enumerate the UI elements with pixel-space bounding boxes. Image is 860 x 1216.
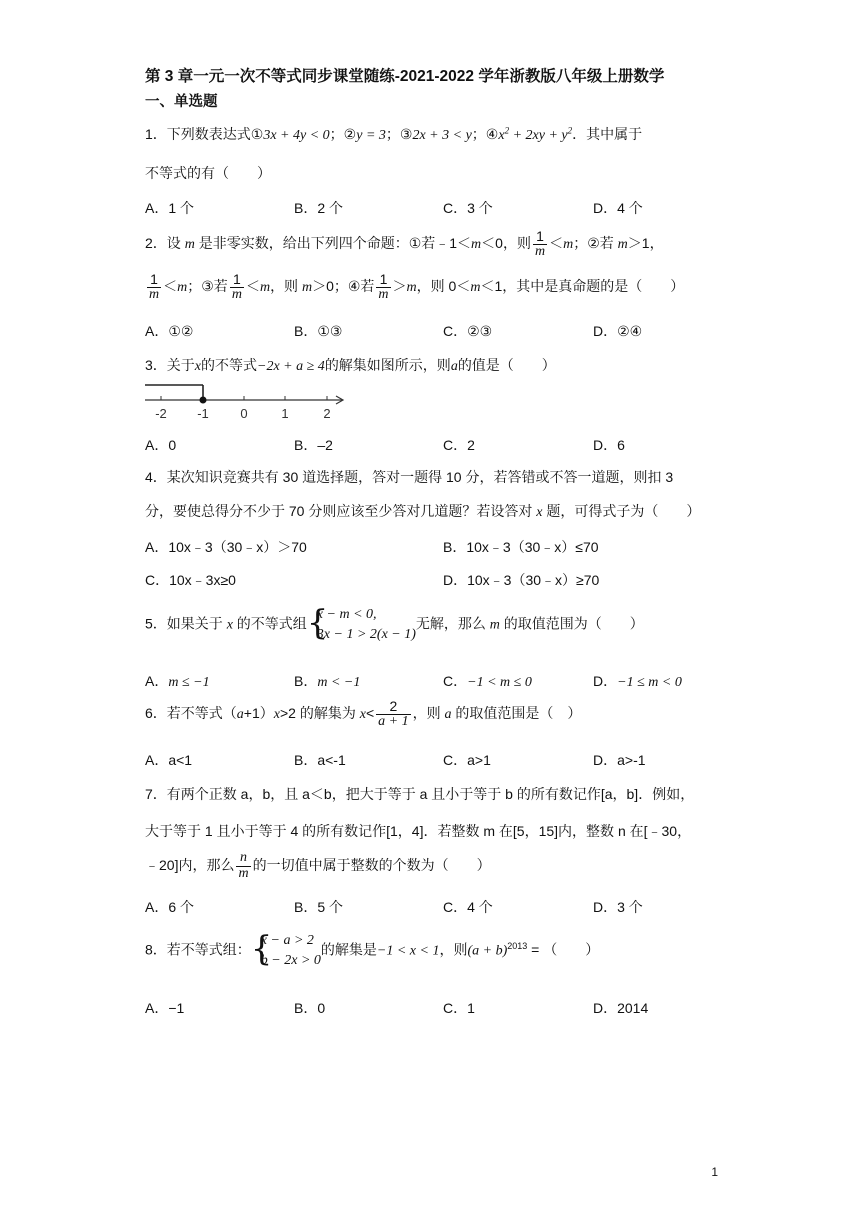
question-1-line-2: 不等式的有（ ） xyxy=(145,165,271,181)
q6-option-d: D．a>-1 xyxy=(593,752,646,768)
q2-fraction-1: $\frac{1}{m}$ xyxy=(534,228,546,259)
q1-sep-3: ；③ xyxy=(385,126,413,142)
q4-option-d: D．10x﹣3（30﹣x）≥70 xyxy=(443,572,600,588)
q5-option-b: B．m < −1 xyxy=(294,673,361,690)
q1-expr-2: y = 3 xyxy=(356,128,386,143)
q1-expr-1: 3x + 4y < 0 xyxy=(263,128,330,143)
q2-fraction-2: $\frac{1}{m}$ xyxy=(149,271,160,302)
q1-expr-3: 2x + 3 < y xyxy=(412,128,472,143)
q1-option-b: B．2 个 xyxy=(294,200,344,216)
q8-option-b: B．0 xyxy=(294,1000,326,1016)
q6-option-b: B．a<-1 xyxy=(294,752,346,768)
q1-expr-4: $x^2 + 2xy + y^2$ xyxy=(498,125,573,143)
q2-option-d: D．②④ xyxy=(593,323,643,339)
tick-label: -2 xyxy=(155,406,167,421)
question-6-stem: 6．若不等式（a+1）x>2 的解集为 x< $\frac{2}{a + 1}$ ，则 a 的取值范围是（ ） xyxy=(145,698,582,729)
q3-option-a: A．0 xyxy=(145,437,177,453)
q7-option-c: C．4 个 xyxy=(443,899,493,915)
solid-endpoint-dot xyxy=(200,397,207,404)
q8-option-c: C．1 xyxy=(443,1000,475,1016)
q5-inequality-system: { x − m < 0, 3x − 1 > 2(x − 1) xyxy=(306,603,416,643)
q6-option-c: C．a>1 xyxy=(443,752,491,768)
q6-option-a: A．a<1 xyxy=(145,752,193,768)
section-heading: 一、单选题 xyxy=(145,94,218,110)
question-1-line-1 xyxy=(145,124,642,144)
q2-option-b: B．①③ xyxy=(294,323,343,339)
question-4-line-2: 分，要使总得分不少于 70 分则应该至少答对几道题？若设答对 x 题，可得式子为（ ） xyxy=(145,503,701,520)
q5-option-a: A．m ≤ −1 xyxy=(145,673,210,690)
q8-inequality-system: { x − a > 2 b − 2x > 0 xyxy=(250,929,321,969)
tick-label: -1 xyxy=(197,406,209,421)
q4-option-c: C．10x﹣3x≥0 xyxy=(145,572,236,588)
tick-label: 2 xyxy=(323,406,331,421)
q8-option-a: A．−1 xyxy=(145,1000,185,1016)
tick-label: 1 xyxy=(281,406,289,421)
question-7-line-1: 7．有两个正数 a，b，且 a＜b，把大于等于 a 且小于等于 b 的所有数记作[a，b]．例如， xyxy=(145,786,695,802)
q3-option-d: D．6 xyxy=(593,437,625,453)
question-8-stem: 8．若不等式组： { x − a > 2 b − 2x > 0 的解集是−1 < x < 1，则$(a + b)^{2013}$ = （ ） xyxy=(145,929,600,969)
q2-fraction-4: $\frac{1}{m}$ xyxy=(378,271,389,302)
q7-option-d: D．3 个 xyxy=(593,899,643,915)
question-7-line-2: 大于等于 1 且小于等于 4 的所有数记作[1，4]．若整数 m 在[5，15]内，整数 n 在[﹣30， xyxy=(145,823,692,839)
question-4-line-1: 4．某次知识竞赛共有 30 道选择题，答对一题得 10 分，若答错或不答一道题，则扣 3 xyxy=(145,469,674,485)
question-7-line-3: ﹣20]内，那么 $\frac{n}{m}$ 的一切值中属于整数的个数为（ ） xyxy=(145,850,491,881)
q1-sep-4: ；④ xyxy=(471,126,499,142)
q1-option-a: A．1 个 xyxy=(145,200,195,216)
q7-option-b: B．5 个 xyxy=(294,899,344,915)
q2-option-c: C．②③ xyxy=(443,323,493,339)
q1-option-d: D．4 个 xyxy=(593,200,643,216)
q8-option-d: D．2014 xyxy=(593,1000,649,1016)
question-3-stem: 3．关于x的不等式−2x + a ≥ 4的解集如图所示，则a的值是（ ） xyxy=(145,357,556,374)
page-number: 1 xyxy=(711,1165,718,1179)
q1-text: 1．下列数表达式① xyxy=(145,126,264,142)
document-title: 第 3 章一元一次不等式同步课堂随练-2021-2022 学年浙教版八年级上册数学 xyxy=(145,68,665,85)
q3-option-b: B．–2 xyxy=(294,437,333,453)
q7-option-a: A．6 个 xyxy=(145,899,195,915)
q1-tail: ．其中属于 xyxy=(572,126,643,142)
number-line-figure xyxy=(140,380,350,422)
q2-option-a: A．①② xyxy=(145,323,194,339)
tick-label: 0 xyxy=(240,406,248,421)
q7-fraction: $\frac{n}{m}$ xyxy=(238,850,249,881)
q3-option-c: C．2 xyxy=(443,437,475,453)
q1-option-c: C．3 个 xyxy=(443,200,493,216)
q5-option-d: D．−1 ≤ m < 0 xyxy=(593,673,682,690)
q4-option-a: A．10x﹣3（30﹣x）＞70 xyxy=(145,539,307,555)
question-5-stem: 5．如果关于 x 的不等式组 { x − m < 0, 3x − 1 > 2(x − 1) 无解，那么 m 的取值范围为（ ） xyxy=(145,603,644,643)
q1-sep-2: ；② xyxy=(329,126,357,142)
q4-option-b: B．10x﹣3（30﹣x）≤70 xyxy=(443,539,599,555)
question-2-line-1: 2．设 m 是非零实数，给出下列四个命题：①若﹣1＜m＜0，则 $\frac{1}{m}$ ＜m；②若 m＞1， xyxy=(145,228,664,259)
question-2-line-2: $\frac{1}{m}$ ＜m；③若 $\frac{1}{m}$ ＜m，则 m＞0；④若 $\frac{1}{m}$ ＞m，则 0＜m＜1，其中是真命题的是（ ） xyxy=(149,271,685,302)
q5-option-c: C．−1 < m ≤ 0 xyxy=(443,673,532,690)
q6-fraction: $\frac{2}{a + 1}$ xyxy=(378,698,409,729)
q2-fraction-3: $\frac{1}{m}$ xyxy=(231,271,242,302)
